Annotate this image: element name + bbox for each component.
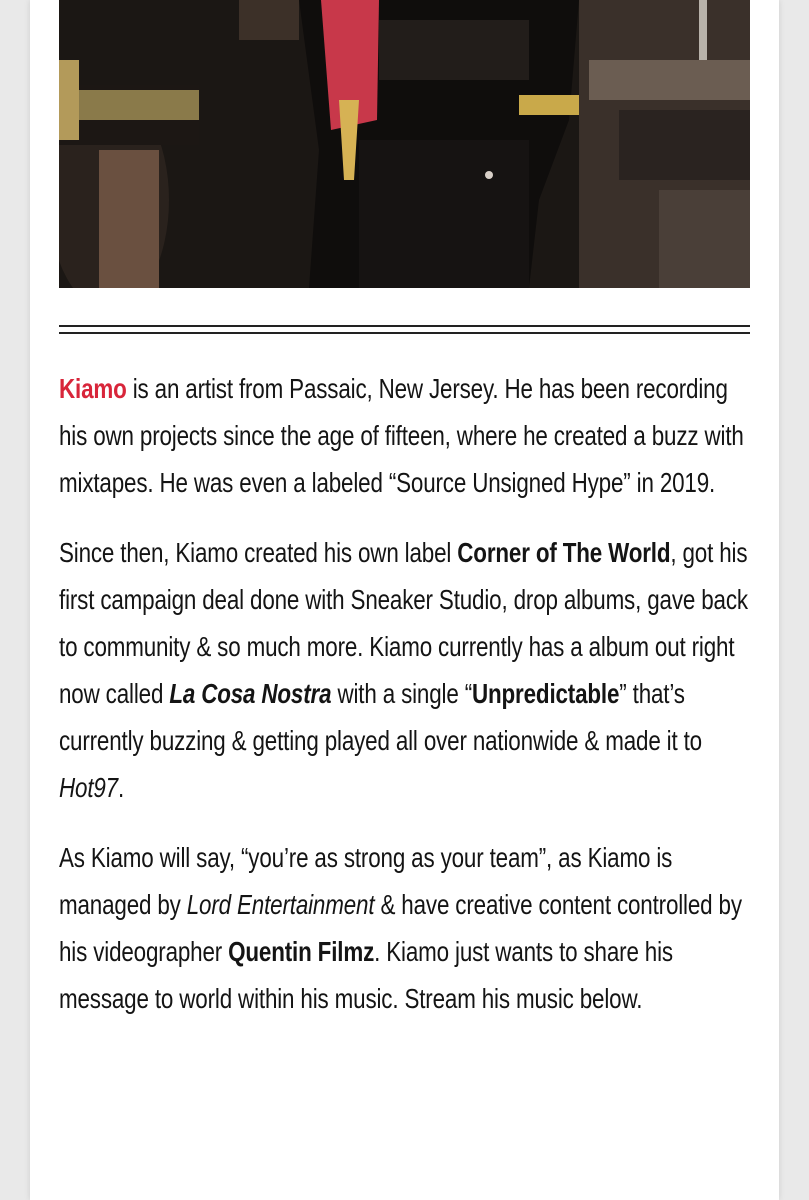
paragraph-team: As Kiamo will say, “you’re as strong as your team”, as Kiamo is managed by Lord Entertainment & have creative content controlled by his videographer Quentin Filmz. Kiamo just wants to share his message to world within his music. Stream his music below. — [59, 842, 742, 1014]
label-name: Corner of The World — [457, 537, 671, 568]
album-title: La Cosa Nostra — [169, 678, 332, 709]
section-divider — [59, 325, 750, 335]
paragraph-career: Since then, Kiamo created his own label Corner of The World, got his first campaign deal done with Sneaker Studio, drop albums, gave back to community & so much more. Kiamo currently has a album out right now called La Cosa Nostra with a single “Unpredictable” that’s currently buzzing & getting played all over nationwide & made it to Hot97. — [59, 537, 748, 803]
videographer-name: Quentin Filmz — [228, 936, 375, 967]
artist-photo-image — [59, 0, 750, 288]
paragraph-intro: Kiamo is an artist from Passaic, New Jersey. He has been recording his own projects since the age of fifteen, where he created a buzz with mixtapes. He was even a labeled “Source Unsigned Hype” in 2019. — [59, 373, 744, 498]
management-name: Lord Entertainment — [186, 889, 375, 920]
artist-name-link[interactable]: Kiamo — [59, 373, 127, 404]
station-name: Hot97 — [59, 772, 118, 803]
single-title: Unpredictable — [472, 678, 620, 709]
article-body — [59, 365, 748, 1045]
article-page — [30, 0, 779, 1200]
artist-photo — [59, 0, 750, 288]
